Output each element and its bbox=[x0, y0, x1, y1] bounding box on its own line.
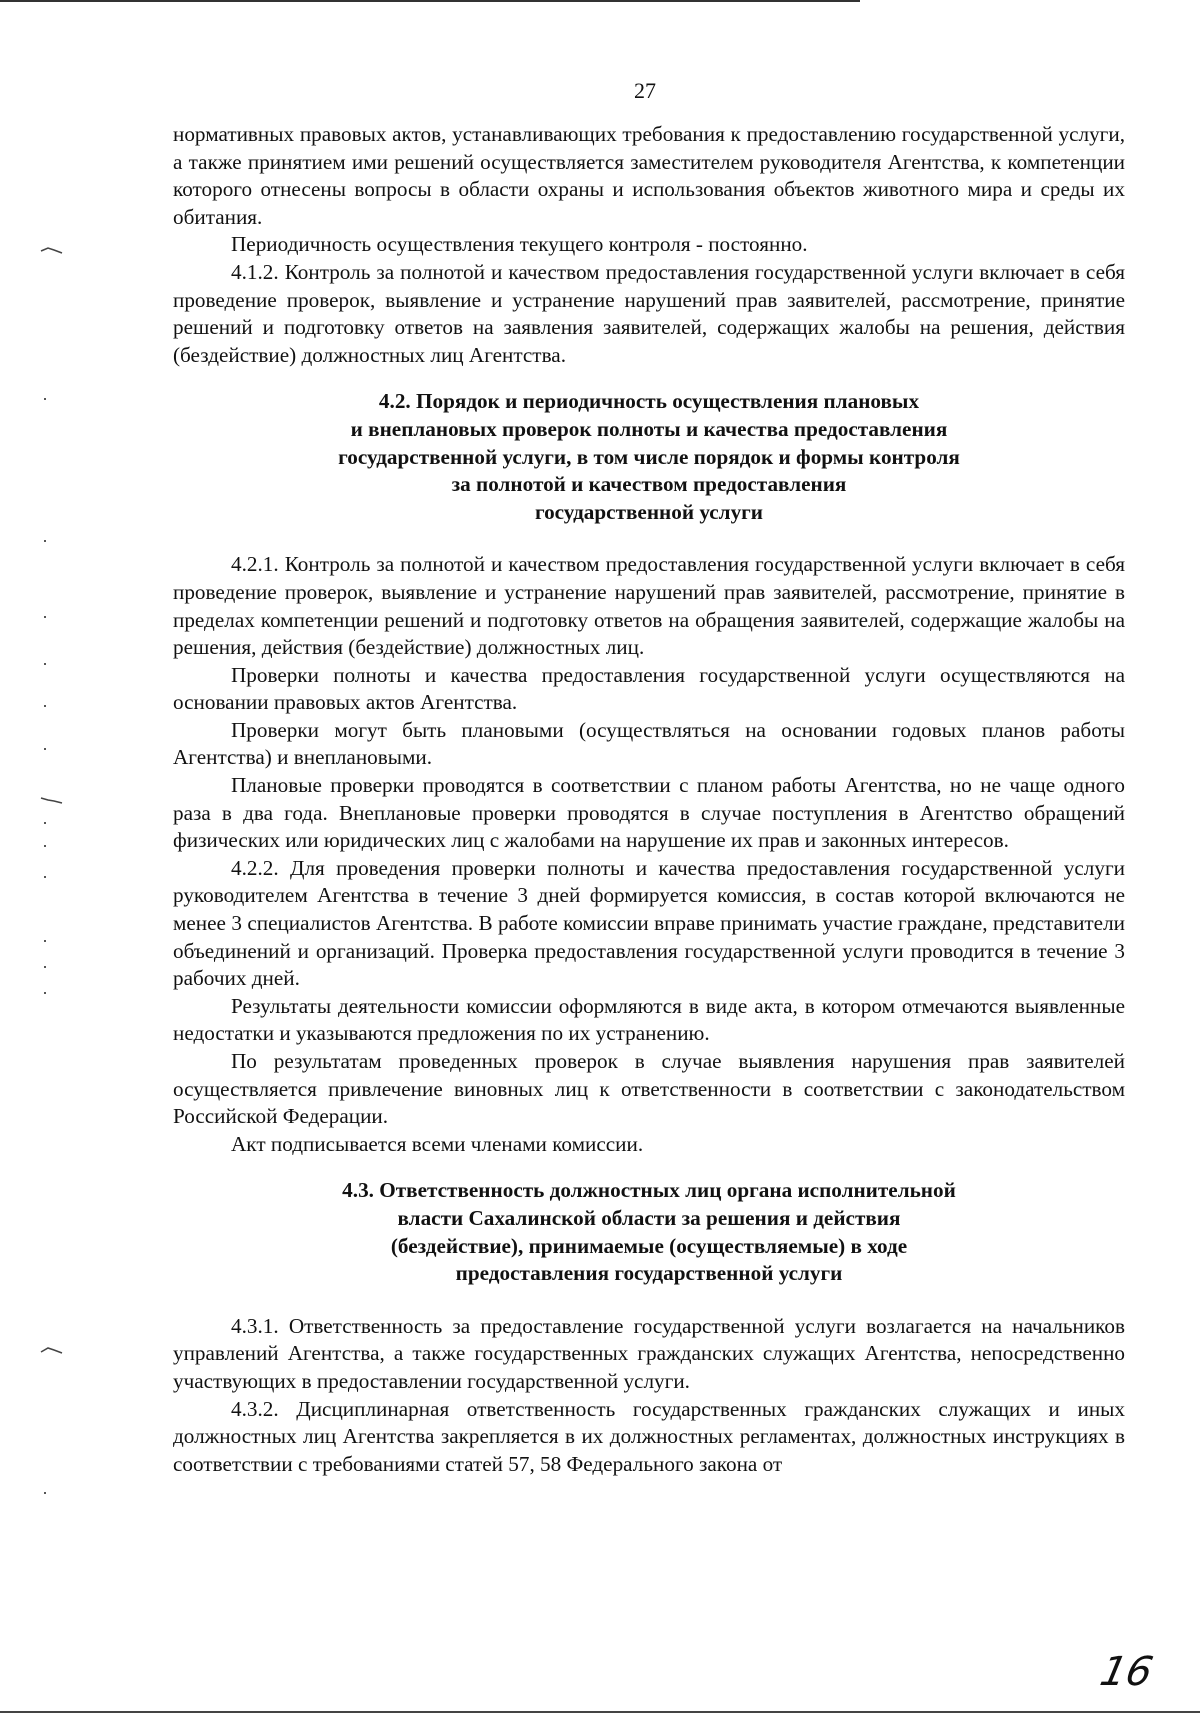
section-heading-4-3 bbox=[173, 1177, 1125, 1287]
scan-dot bbox=[44, 845, 46, 847]
scan-dot bbox=[44, 966, 46, 968]
heading-line: предоставления государственной услуги bbox=[455, 1261, 843, 1286]
paragraph: 4.1.2. Контроль за полнотой и качеством предоставления государственной услуги включает в себя проведение проверок, выявление и устранение нарушений прав заявителей, рассмотрение, принятие решений и подготовку ответов на заявления заявителей, содержащих жалобы на решения, действия (бездействие) должностных лиц Агентства. bbox=[173, 259, 1125, 367]
heading-line: власти Сахалинской области за решения и действия bbox=[397, 1205, 901, 1230]
scan-dot bbox=[44, 540, 46, 542]
paragraph: По результатам проведенных проверок в случае выявления нарушения прав заявителей осуществляется привлечение виновных лиц к ответственности в соответствии с законодательством Российской Федерации. bbox=[173, 1049, 1125, 1129]
paragraph: Проверки могут быть плановыми (осуществляться на основании годовых планов работы Агентства) и внеплановыми. bbox=[173, 717, 1125, 770]
scan-edge-top bbox=[0, 0, 860, 2]
heading-line: 4.2. Порядок и периодичность осуществления плановых bbox=[378, 389, 920, 414]
section-heading-4-2 bbox=[173, 388, 1125, 526]
scan-dot bbox=[44, 398, 46, 400]
paragraph: 4.3.2. Дисциплинарная ответственность государственных гражданских служащих и иных должностных лиц Агентства закрепляется в их должностных регламентах, должностных инструкциях в соответствии с требованиями статей 57, 58 Федерального закона от bbox=[173, 1396, 1125, 1476]
paragraph: 4.2.2. Для проведения проверки полноты и качества предоставления государственной услуги руководителем Агентства в течение 3 дней формируется комиссия, в состав которой включаются не менее 3 специалистов Агентства. В работе комиссии вправе принимать участие граждане, представители объединений и организаций. Проверка предоставления государственной услуги проводится в течение 3 рабочих дней. bbox=[173, 855, 1125, 991]
heading-line: за полнотой и качеством предоставления bbox=[451, 472, 847, 497]
scan-edge-bottom bbox=[0, 1711, 1200, 1713]
paragraph: Периодичность осуществления текущего контроля - постоянно. bbox=[231, 232, 808, 257]
scan-dot bbox=[44, 705, 46, 707]
paragraph: Проверки полноты и качества предоставления государственной услуги осуществляются на основании правовых актов Агентства. bbox=[173, 662, 1125, 715]
margin-mark bbox=[40, 1345, 66, 1355]
margin-mark bbox=[40, 795, 66, 805]
heading-line: 4.3. Ответственность должностных лиц органа исполнительной bbox=[342, 1178, 956, 1203]
heading-line: государственной услуги, в том числе порядок и формы контроля bbox=[338, 444, 960, 469]
scan-dot bbox=[44, 663, 46, 665]
paragraph: 4.2.1. Контроль за полнотой и качеством предоставления государственной услуги включает в себя проведение проверок, выявление и устранение нарушений прав заявителей, рассмотрение, принятие в пределах компетенции решений и подготовку ответов на обращения заявителей, содержащие жалобы на решения, действия (бездействие) должностных лиц. bbox=[173, 552, 1125, 660]
scan-dot bbox=[44, 876, 46, 878]
scan-dot bbox=[44, 1492, 46, 1494]
paragraph: 4.3.1. Ответственность за предоставление государственной услуги возлагается на начальников управлений Агентства, а также государственных гражданских служащих Агентства, непосредственно участвующих в предоставлении государственной услуги. bbox=[173, 1313, 1125, 1393]
heading-line: государственной услуги bbox=[535, 499, 763, 524]
scan-dot bbox=[44, 616, 46, 618]
scan-dot bbox=[44, 748, 46, 750]
scan-dot bbox=[44, 940, 46, 942]
page-number: 27 bbox=[634, 78, 656, 103]
document-body bbox=[173, 121, 1125, 1478]
heading-line: (бездействие), принимаемые (осуществляемые) в ходе bbox=[390, 1233, 908, 1258]
margin-mark bbox=[40, 245, 66, 255]
paragraph: Плановые проверки проводятся в соответствии с планом работы Агентства, но не чаще одного раза в два года. Внеплановые проверки проводятся в случае поступления в Агентство обращений физических или юридических лиц с жалобами на нарушение их прав и законных интересов. bbox=[173, 773, 1125, 853]
handwritten-page-number: 16 bbox=[1096, 1649, 1157, 1695]
heading-line: и внеплановых проверок полноты и качества предоставления bbox=[350, 416, 948, 441]
scan-dot bbox=[44, 992, 46, 994]
paragraph: нормативных правовых актов, устанавливающих требования к предоставлению государственной услуги, а также принятием ими решений осуществляется заместителем руководителя Агентства, к компетенции которого отнесены вопросы в области охраны и использования объектов животного мира и среды их обитания. bbox=[173, 122, 1125, 229]
paragraph: Результаты деятельности комиссии оформляются в виде акта, в котором отмечаются выявленные недостатки и указываются предложения по их устранению. bbox=[173, 993, 1125, 1046]
scan-dot bbox=[44, 822, 46, 824]
paragraph: Акт подписывается всеми членами комиссии. bbox=[231, 1131, 644, 1156]
